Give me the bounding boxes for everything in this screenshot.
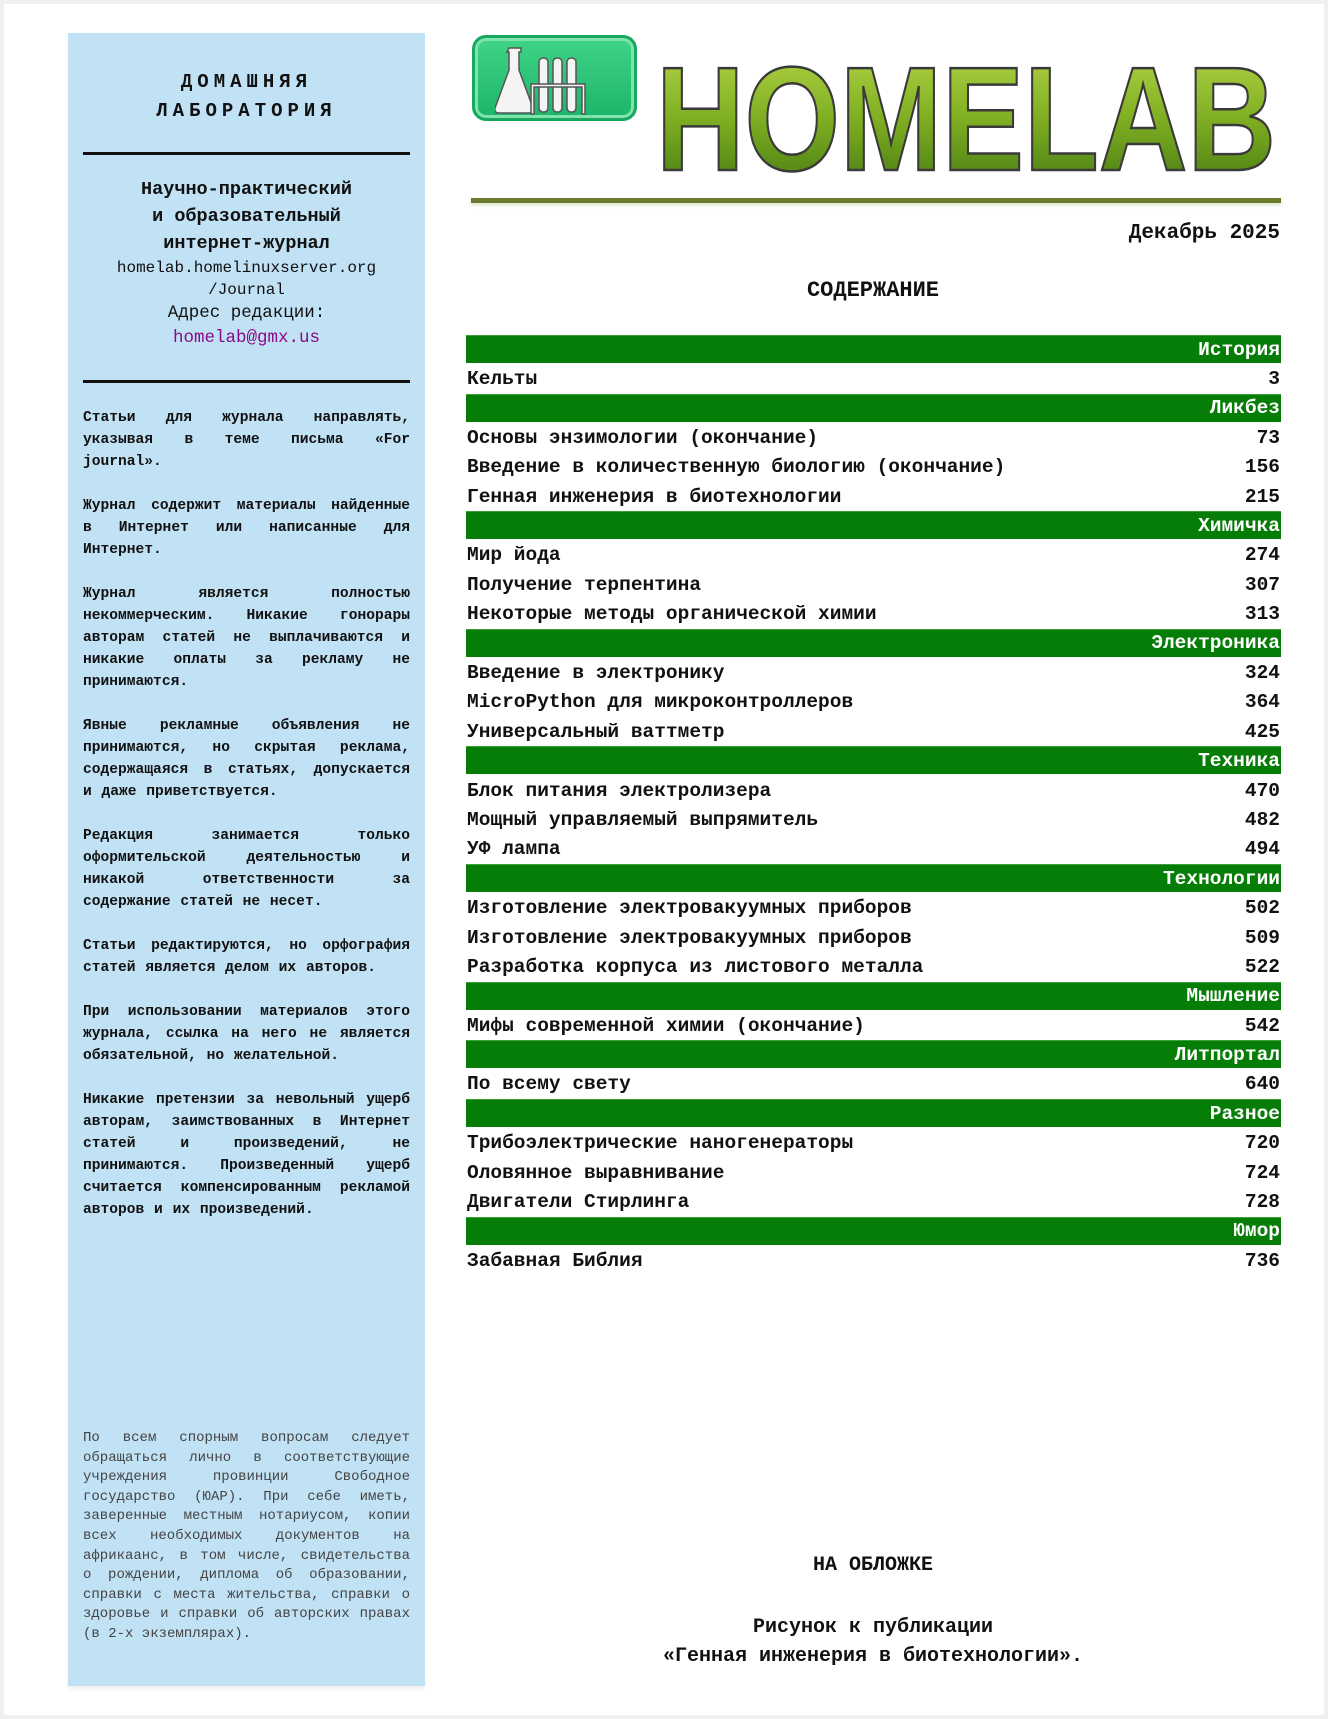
toc-entry[interactable] bbox=[466, 952, 1281, 981]
journal-title-line2: ЛАБОРАТОРИЯ bbox=[156, 100, 337, 122]
editor-email-link[interactable]: homelab@gmx.us bbox=[172, 328, 321, 348]
toc-entry-page: 720 bbox=[1244, 1132, 1280, 1155]
toc-section-header bbox=[466, 1040, 1281, 1068]
toc-entry[interactable] bbox=[466, 805, 1281, 834]
homelab-brand bbox=[650, 52, 1282, 180]
toc-entry[interactable] bbox=[466, 717, 1281, 746]
toc-entry-page: 274 bbox=[1244, 544, 1280, 567]
policy-paragraph: Журнал содержит материалы найденные в Интернет или написанные для Интернет. bbox=[83, 498, 410, 558]
toc-entry-title: Разработка корпуса из листового металла bbox=[467, 955, 924, 978]
toc-heading: СОДЕРЖАНИЕ bbox=[806, 278, 940, 303]
toc-entry-page: 73 bbox=[1256, 426, 1280, 449]
toc-entry[interactable] bbox=[466, 835, 1281, 864]
tagline-line2: и образовательный bbox=[152, 206, 341, 227]
tagline-line3: интернет-журнал bbox=[163, 233, 330, 254]
toc-entry-page: 307 bbox=[1244, 573, 1280, 596]
address-label: Адрес редакции: bbox=[167, 303, 326, 323]
toc-entry-page: 640 bbox=[1244, 1073, 1280, 1096]
toc-section-label: Литпортал bbox=[1174, 1043, 1280, 1066]
toc-entry-title: Универсальный ваттметр bbox=[467, 720, 725, 743]
divider bbox=[83, 152, 410, 155]
policy-paragraph: Никакие претензии за невольный ущерб авторам, заимствованных в Интернет статей и произведений, не принимаются. Произведенный ущерб считается компенсированным рекламой авторов и их произведений. bbox=[83, 1092, 410, 1218]
toc-entry-title: Мифы современной химии (окончание) bbox=[467, 1014, 865, 1037]
journal-title-line1: ДОМАШНЯЯ bbox=[180, 71, 313, 93]
header-rule bbox=[471, 198, 1281, 203]
toc-entry[interactable] bbox=[466, 893, 1281, 922]
toc-section-label: Разное bbox=[1209, 1102, 1280, 1125]
toc-section-header bbox=[466, 335, 1281, 363]
toc-entry[interactable] bbox=[466, 453, 1281, 482]
toc-entry-title: Введение в количественную биологию (окончание) bbox=[467, 456, 1006, 479]
sidebar bbox=[68, 33, 425, 1686]
toc-entry-page: 313 bbox=[1244, 603, 1280, 626]
toc-entry[interactable] bbox=[466, 658, 1281, 687]
toc-entry[interactable] bbox=[466, 600, 1281, 629]
toc-entry[interactable] bbox=[466, 1011, 1281, 1040]
toc-entry[interactable] bbox=[466, 1129, 1281, 1158]
toc-section-header bbox=[466, 746, 1281, 774]
toc-entry-title: MicroPython для микроконтроллеров bbox=[467, 691, 854, 714]
lab-flask-test-tubes-icon bbox=[472, 35, 637, 121]
toc-entry[interactable] bbox=[466, 688, 1281, 717]
toc-section-label: Мышление bbox=[1186, 985, 1280, 1008]
toc-entry-title: Забавная Библия bbox=[467, 1249, 643, 1272]
toc-section-header bbox=[466, 1217, 1281, 1245]
journal-title bbox=[68, 68, 425, 126]
toc-entry[interactable] bbox=[466, 364, 1281, 393]
policy-paragraph: При использовании материалов этого журнала, ссылка на него не является обязательной, но желательной. bbox=[83, 1004, 410, 1064]
journal-url-path[interactable]: /Journal bbox=[208, 281, 285, 299]
toc-entry-page: 3 bbox=[1268, 368, 1280, 391]
toc-entry-page: 156 bbox=[1244, 456, 1280, 479]
policy-paragraphs bbox=[83, 407, 410, 1243]
cover-caption-line2: «Генная инженерия в биотехнологии». bbox=[662, 1645, 1084, 1668]
toc-section-label: Техника bbox=[1198, 749, 1280, 772]
toc-entry[interactable] bbox=[466, 570, 1281, 599]
toc-entry-title: Блок питания электролизера bbox=[467, 779, 772, 802]
policy-paragraph: Статьи редактируются, но орфография статей является делом их авторов. bbox=[83, 938, 410, 976]
toc-entry-title: Введение в электронику bbox=[467, 661, 725, 684]
toc-entry-title: Изготовление электровакуумных приборов bbox=[467, 926, 912, 949]
toc-entry-title: Трибоэлектрические наногенераторы bbox=[467, 1132, 854, 1155]
journal-url[interactable]: homelab.homelinuxserver.org bbox=[116, 259, 377, 277]
policy-paragraph: Статьи для журнала направлять, указывая в теме письма «For journal». bbox=[83, 410, 410, 470]
issue-date: Декабрь 2025 bbox=[1128, 222, 1280, 245]
toc-entry-page: 522 bbox=[1244, 955, 1280, 978]
journal-info bbox=[68, 176, 425, 351]
toc-section-label: Химичка bbox=[1198, 514, 1280, 537]
toc-entry-page: 425 bbox=[1244, 720, 1280, 743]
toc-entry[interactable] bbox=[466, 1246, 1281, 1275]
toc-entry-title: Оловянное выравнивание bbox=[467, 1161, 725, 1184]
disclaimer: По всем спорным вопросам следует обращаться лично в соответствующие учреждения провинции Свободное государство (ЮАР). При себе иметь, заверенные местным нотариусом, копии всех необходимых документов на африкаанс, в том числе, свидетельства о рождении, диплома об образовании, справки с места жительства, справки о здоровье и справки об авторских правах (в 2-х экземплярах). bbox=[83, 1430, 410, 1642]
toc-entry-title: Некоторые методы органической химии bbox=[467, 603, 877, 626]
toc-entry[interactable] bbox=[466, 482, 1281, 511]
toc-entry-page: 494 bbox=[1244, 838, 1280, 861]
toc-section-label: Технологии bbox=[1162, 867, 1280, 890]
toc-entry-title: Изготовление электровакуумных приборов bbox=[467, 897, 912, 920]
toc-entry-title: Мир йода bbox=[467, 544, 561, 567]
toc-entry-title: Основы энзимологии (окончание) bbox=[467, 426, 819, 449]
toc-entry-title: По всему свету bbox=[467, 1073, 631, 1096]
toc-entry[interactable] bbox=[466, 1187, 1281, 1216]
toc-entry-page: 482 bbox=[1244, 808, 1280, 831]
toc-entry-page: 736 bbox=[1244, 1249, 1280, 1272]
toc-section-header bbox=[466, 864, 1281, 892]
toc-section-header bbox=[466, 629, 1281, 657]
toc-entry-page: 502 bbox=[1244, 897, 1280, 920]
toc-entry-title: Генная инженерия в биотехнологии bbox=[467, 485, 842, 508]
toc-entry[interactable] bbox=[466, 1070, 1281, 1099]
toc-section-header bbox=[466, 394, 1281, 422]
toc-section-header bbox=[466, 982, 1281, 1010]
toc-entry-title: Мощный управляемый выпрямитель bbox=[467, 808, 819, 831]
toc-section-label: Электроника bbox=[1151, 632, 1280, 655]
toc-entry-page: 509 bbox=[1244, 926, 1280, 949]
toc-entry-page: 724 bbox=[1244, 1161, 1280, 1184]
toc-section-header bbox=[466, 511, 1281, 539]
toc-entry-title: Получение терпентина bbox=[467, 573, 702, 596]
policy-paragraph: Явные рекламные объявления не принимаются, но скрытая реклама, содержащаяся в статьях, допускается и даже приветствуется. bbox=[83, 718, 410, 800]
policy-paragraph: Журнал является полностью некоммерческим. Никакие гонорары авторам статей не выплачиваются и никакие оплаты за рекламу не принимаются. bbox=[83, 586, 410, 690]
toc-section-header bbox=[466, 1099, 1281, 1127]
toc-entry-page: 728 bbox=[1244, 1191, 1280, 1214]
toc-entry[interactable] bbox=[466, 423, 1281, 452]
toc-section-label: История bbox=[1198, 338, 1280, 361]
table-of-contents bbox=[466, 335, 1281, 1276]
toc-section-label: Юмор bbox=[1233, 1220, 1280, 1243]
brand-wordmark: HOMELAB bbox=[656, 52, 1276, 180]
cover-caption-line1: Рисунок к публикации bbox=[752, 1616, 994, 1639]
toc-entry-page: 324 bbox=[1244, 661, 1280, 684]
toc-section-label: Ликбез bbox=[1209, 397, 1280, 420]
toc-entry-title: Кельты bbox=[467, 368, 538, 391]
toc-entry-page: 542 bbox=[1244, 1014, 1280, 1037]
policy-paragraph: Редакция занимается только оформительской деятельностью и никакой ответственности за содержание статей не несет. bbox=[83, 828, 410, 910]
tagline-line1: Научно-практический bbox=[141, 179, 352, 200]
divider bbox=[83, 380, 410, 383]
cover-heading: НА ОБЛОЖКЕ bbox=[812, 1554, 934, 1577]
toc-entry-page: 470 bbox=[1244, 779, 1280, 802]
toc-entry[interactable] bbox=[466, 923, 1281, 952]
toc-entry-page: 215 bbox=[1244, 485, 1280, 508]
toc-entry-title: Двигатели Стирлинга bbox=[467, 1191, 690, 1214]
toc-entry-title: УФ лампа bbox=[467, 838, 561, 861]
toc-entry[interactable] bbox=[466, 1158, 1281, 1187]
toc-entry-page: 364 bbox=[1244, 691, 1280, 714]
toc-entry[interactable] bbox=[466, 776, 1281, 805]
toc-entry[interactable] bbox=[466, 541, 1281, 570]
